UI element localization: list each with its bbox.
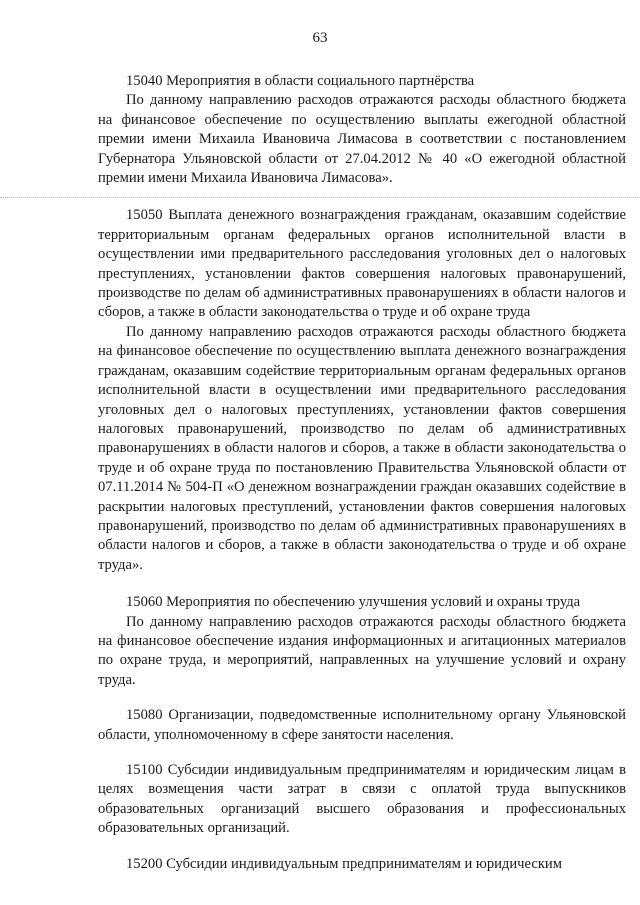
- section-15200-heading: 15200 Субсидии индивидуальным предпринимателям и юридическим: [126, 855, 562, 872]
- section-15040-heading: 15040 Мероприятия в области социального партнёрства: [126, 73, 475, 89]
- page-number: 63: [312, 30, 328, 46]
- section-15060-heading: 15060 Мероприятия по обеспечению улучшения условий и охраны труда: [126, 594, 581, 611]
- spacer: [98, 690, 626, 706]
- document-body: [98, 72, 626, 874]
- spacer: [98, 839, 626, 855]
- section-15080-heading: 15080 Организации, подведомственные исполнительному органу Ульяновской области, уполномоченному в сфере занятости населения.: [98, 707, 626, 743]
- section-15060-body: По данному направлению расходов отражаются расходы областного бюджета на финансовое обеспечение издания информационных и агитационных материалов по охране труда, и мероприятий, направленных на улучшение условий и охрану труда.: [98, 613, 626, 688]
- section-15100-heading: 15100 Субсидии индивидуальным предпринимателям и юридическим лицам в целях возмещения части затрат в связи с оплатой труда выпускников образовательных организаций высшего образования и профессиональных образовательных организаций.: [98, 762, 626, 837]
- spacer: [98, 188, 626, 206]
- section-15050-body: По данному направлению расходов отражаются расходы областного бюджета на финансовое обеспечение по осуществлению выплата денежного вознаграждения гражданам, оказавшим содействие территориальным органам федеральных органов исполнительной власти в осуществлении ими предварительного расследования уголовных дел о налоговых преступлениях, установлении фактов совершения налоговых правонарушений, производство по делам об административных правонарушениях в области налогов и сборов, а также в области законодательства о труде и об охране труда по постановлению Правительства Ульяновской области от 07.11.2014 № 504-П «О денежном вознаграждении граждан оказавших содействие в раскрытии налоговых преступлений, установлении фактов совершения налоговых правонарушений, производство по делам об административных правонарушениях в области налогов и сборов, а также в области законодательства о труде и об охране труда».: [98, 323, 626, 573]
- spacer: [98, 745, 626, 761]
- spacer: [98, 575, 626, 593]
- section-15040-body: По данному направлению расходов отражаются расходы областного бюджета на финансовое обеспечение по осуществлению выплаты ежегодной областной премии имени Михаила Ивановича Лимасова в соответствии с постановлением Губернатора Ульяновской области от 27.04.2012 № 40 «О ежегодной областной премии имени Михаила Ивановича Лимасова».: [98, 92, 626, 187]
- section-15050-heading: 15050 Выплата денежного вознаграждения гражданам, оказавшим содействие территориальным органам федеральных органов исполнительной власти в осуществлении ими предварительного расследования уголовных дел о налоговых преступлениях, установлении фактов совершения налоговых правонарушений, производстве по делам об административных правонарушениях в области налогов и сборов, а также в области законодательства о труде и об охране труда: [98, 207, 626, 321]
